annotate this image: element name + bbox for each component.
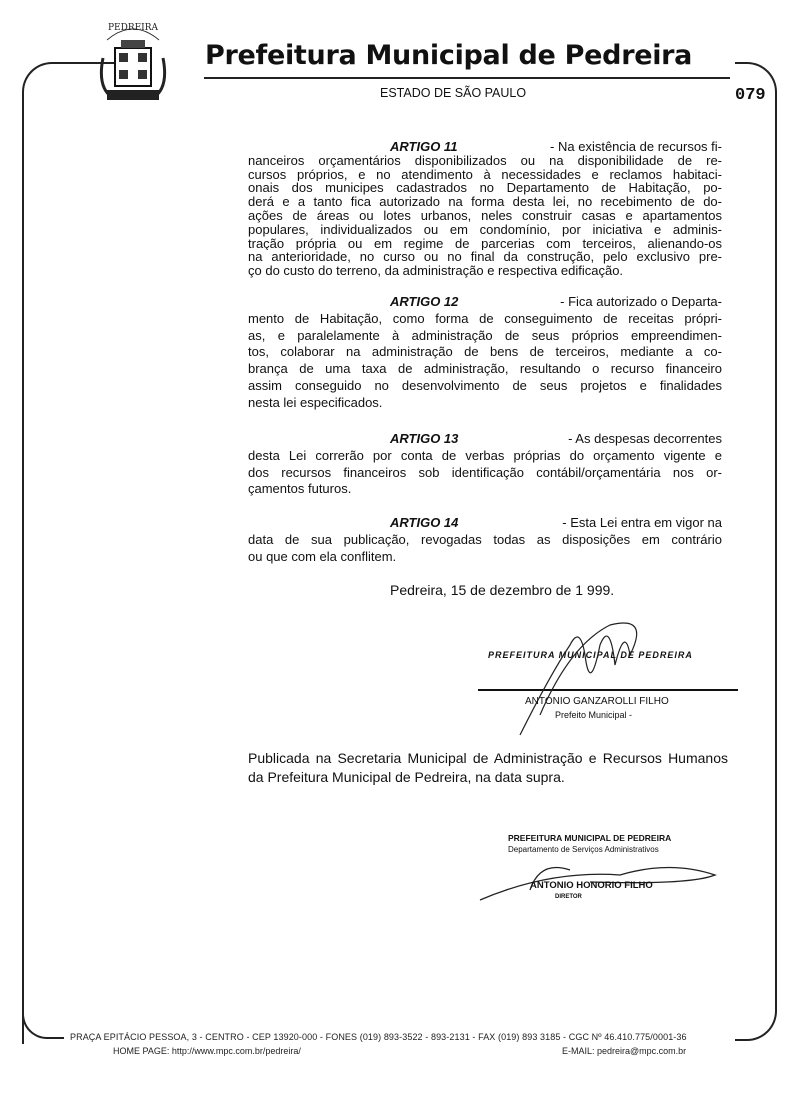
article-line: onais dos municipes cadastrados no Departamento de Habitação, po-	[248, 181, 722, 196]
crest-text: PEDREIRA	[107, 23, 159, 33]
article-line	[248, 294, 722, 311]
article-line: tração própria ou em regime de parcerias com terceiros, alienando-os	[248, 236, 722, 251]
mayor-name: ANTONIO GANZAROLLI FILHO	[525, 696, 669, 707]
article-line: dos recursos financeiros sob identificação contábil/orçamentária nos or-	[248, 464, 722, 480]
publication-note: Publicada na Secretaria Municipal de Administração e Recursos Humanos da Prefeitura Municipal de Pedreira, na data supra.	[248, 750, 728, 785]
article-line: derá e a tanto fica autorizado na forma desta lei, no recebimento de do-	[248, 195, 722, 209]
article-13	[248, 431, 722, 498]
article-text: - Fica autorizado o Departa-	[560, 294, 722, 309]
article-label: ARTIGO 12	[390, 294, 459, 309]
article-line: ou que com ela conflitem.	[248, 548, 397, 564]
director-stamp: PREFEITURA MUNICIPAL DE PEDREIRA	[508, 833, 672, 843]
article-line	[248, 515, 722, 532]
article-line: data de sua publicação, revogadas todas as disposições em contrário	[248, 531, 722, 547]
title-underline	[204, 77, 730, 79]
article-line	[248, 140, 722, 154]
director-role: DIRETOR	[555, 894, 582, 900]
director-name: ANTONIO HONORIO FILHO	[530, 880, 653, 891]
article-line: mento de Habitação, como forma de conseguimento de receitas própri-	[248, 310, 722, 326]
article-line: as, e paralelamente à administração de seus próprios empreendimen-	[248, 327, 722, 343]
article-12	[248, 294, 722, 412]
article-line: ações de áreas ou lotes urbanos, neles construir casas e apartamentos	[248, 208, 722, 223]
page-number: 079	[735, 86, 766, 105]
article-line: brança de uma taxa de administração, resultando o recurso financeiro	[248, 361, 722, 377]
page-title: Prefeitura Municipal de Pedreira	[205, 40, 693, 71]
article-line: nanceiros orçamentários disponibilizados ou na disponibilidade de re-	[248, 153, 722, 168]
director-department: Departamento de Serviços Administrativos	[508, 845, 659, 854]
article-text: - Na existência de recursos fi-	[550, 140, 722, 154]
article-line: ço do custo do terreno, da administração e respectiva edificação.	[248, 264, 624, 278]
article-14	[248, 515, 722, 565]
footer-email: E-MAIL: pedreira@mpc.com.br	[562, 1046, 687, 1056]
article-text: - As despesas decorrentes	[568, 431, 722, 446]
article-11	[248, 140, 722, 278]
state-subtitle: ESTADO DE SÃO PAULO	[380, 86, 527, 100]
article-label: ARTIGO 14	[390, 515, 459, 530]
mayor-handwritten-signature	[510, 615, 660, 740]
mayor-role: Prefeito Municipal -	[555, 710, 633, 720]
article-line: çamentos futuros.	[248, 481, 352, 497]
article-line: desta Lei correrão por conta de verbas próprias do orçamento vigente e	[248, 447, 722, 463]
page-frame-left	[22, 62, 144, 1044]
article-line: nesta lei especificados.	[248, 394, 383, 410]
article-label: ARTIGO 11	[390, 140, 458, 154]
article-label: ARTIGO 13	[390, 431, 459, 446]
article-line	[248, 431, 722, 448]
mayor-stamp: PREFEITURA MUNICIPAL DE PEDREIRA	[488, 650, 693, 660]
footer-homepage: HOME PAGE: http://www.mpc.com.br/pedreira/	[113, 1046, 301, 1056]
page-frame-right	[735, 62, 777, 1041]
article-line: cursos próprios, e no atendimento à necessidades e reclamos habitaci-	[248, 167, 722, 182]
date-line: Pedreira, 15 de dezembro de 1 999.	[390, 582, 615, 598]
article-line: na anterioridade, no curso ou no final da construção, pelo exclusivo pre-	[248, 250, 722, 265]
article-line: assim conseguido no desenvolvimento de seus projetos e finalidades	[248, 377, 722, 393]
municipal-crest-logo	[93, 18, 173, 118]
article-text: - Esta Lei entra em vigor na	[562, 515, 722, 530]
footer-address: PRAÇA EPITÁCIO PESSOA, 3 - CENTRO - CEP 13920-000 - FONES (019) 893-3522 - 893-2131 - FAX (019) 893 3185 - CGC Nº 46.410.775/0001-36	[70, 1032, 687, 1042]
article-line: tos, colaborar na administração de bens de terceiros, mediante a co-	[248, 344, 722, 360]
article-line: populares, individualizados ou em condomínio, por iniciativa e adminis-	[248, 222, 722, 237]
